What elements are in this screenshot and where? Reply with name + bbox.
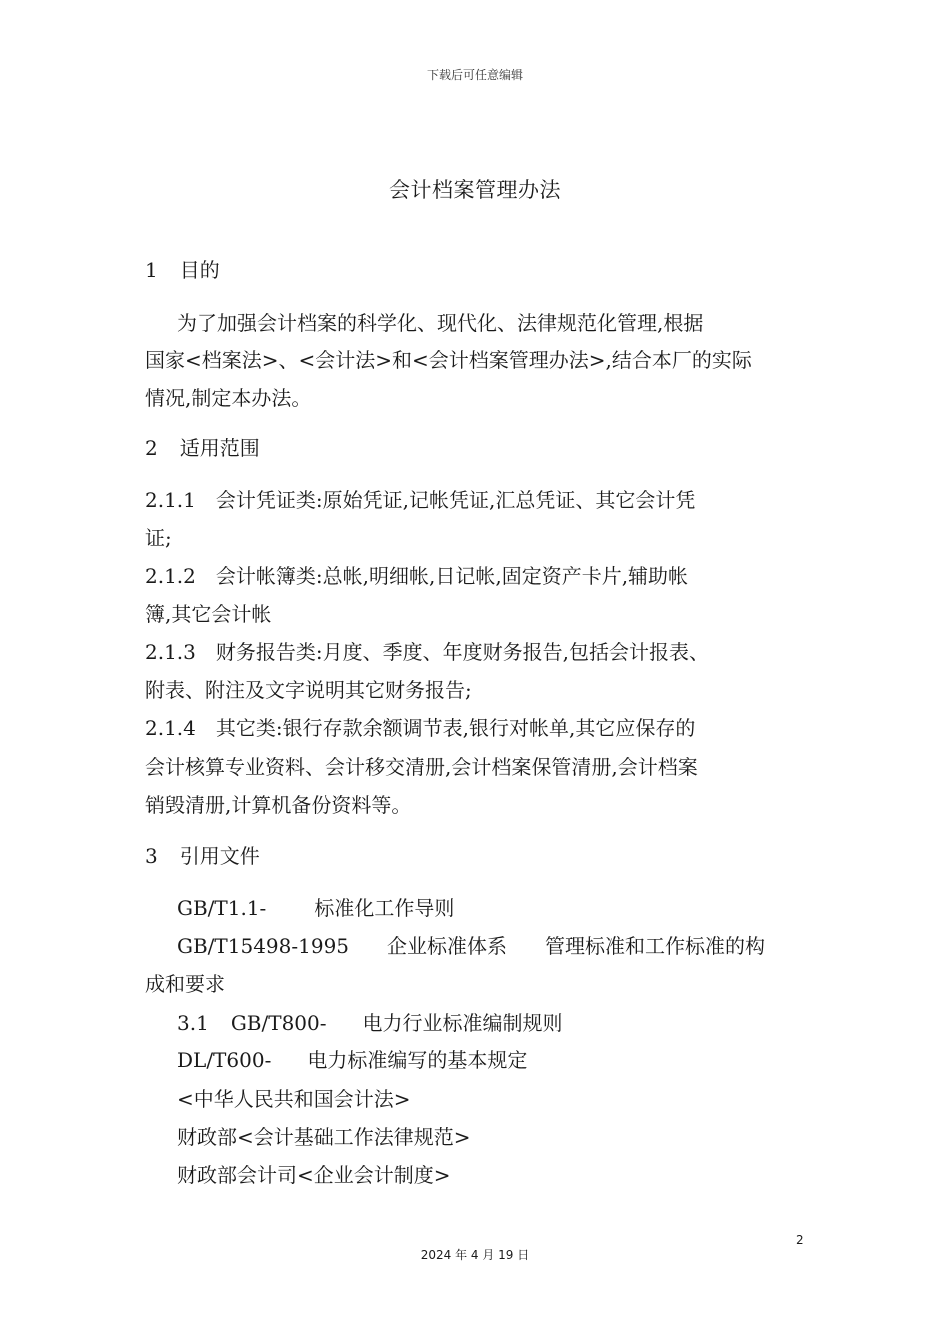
section-2-heading (145, 435, 260, 461)
reference-item (177, 1047, 527, 1073)
reference-item (177, 895, 454, 921)
list-item (145, 487, 695, 513)
header-note: 下载后可任意编辑 (426, 68, 523, 82)
item-number: 2.1.1 (145, 488, 196, 512)
item-continuation: 会计核算专业资料、会计移交清册,会计档案保管清册,会计档案 (145, 755, 698, 779)
section-1-heading (145, 257, 220, 283)
item-number: 2.1.4 (145, 716, 196, 740)
section-title: 目的 (179, 258, 220, 282)
item-continuation: 证; (145, 526, 172, 550)
document-title: 会计档案管理办法 (389, 178, 561, 202)
reference-item: 财政部会计司<企业会计制度> (177, 1163, 451, 1187)
item-text: 财务报告类:月度、季度、年度财务报告,包括会计报表、 (215, 640, 709, 664)
item-continuation: 销毁清册,计算机备份资料等。 (145, 793, 412, 817)
reference-code: GB/T1.1- (177, 896, 267, 920)
reference-item (177, 1010, 563, 1036)
item-continuation: 簿,其它会计帐 (145, 602, 272, 626)
reference-item: 财政部<会计基础工作法律规范> (177, 1125, 471, 1149)
section-number: 3 (145, 844, 158, 868)
reference-item (177, 933, 765, 959)
reference-code: DL/T600- (177, 1048, 272, 1072)
section-title: 引用文件 (179, 844, 260, 868)
list-item (145, 563, 688, 589)
paragraph-line: 国家<档案法>、<会计法>和<会计档案管理办法>,结合本厂的实际 (145, 348, 752, 372)
item-text: 其它类:银行存款余额调节表,银行对帐单,其它应保存的 (215, 716, 696, 740)
page-number: 2 (796, 1233, 804, 1247)
item-text: 会计凭证类:原始凭证,记帐凭证,汇总凭证、其它会计凭 (215, 488, 696, 512)
section-3-heading (145, 843, 260, 869)
paragraph-line: 情况,制定本办法。 (145, 386, 312, 410)
reference-continuation: 成和要求 (145, 972, 225, 996)
item-text: 会计帐簿类:总帐,明细帐,日记帐,固定资产卡片,辅助帐 (215, 564, 689, 588)
item-continuation: 附表、附注及文字说明其它财务报告; (145, 678, 472, 702)
reference-title: 管理标准和工作标准的构 (545, 934, 766, 958)
item-number: 2.1.2 (145, 564, 196, 588)
reference-title: 企业标准体系 (387, 934, 508, 958)
reference-code: GB/T800- (230, 1011, 327, 1035)
reference-title: 电力行业标准编制规则 (362, 1011, 563, 1035)
reference-title: 标准化工作导则 (314, 896, 455, 920)
footer-date: 2024 年 4 月 19 日 (420, 1248, 530, 1262)
reference-number: 3.1 (177, 1011, 209, 1035)
section-number: 2 (145, 436, 158, 460)
reference-item: <中华人民共和国会计法> (177, 1087, 411, 1111)
list-item (145, 639, 709, 665)
reference-title: 电力标准编写的基本规定 (307, 1048, 528, 1072)
section-title: 适用范围 (179, 436, 260, 460)
section-number: 1 (145, 258, 158, 282)
list-item (145, 715, 695, 741)
paragraph-line: 为了加强会计档案的科学化、现代化、法律规范化管理,根据 (177, 311, 704, 335)
item-number: 2.1.3 (145, 640, 196, 664)
reference-code: GB/T15498-1995 (177, 934, 350, 958)
